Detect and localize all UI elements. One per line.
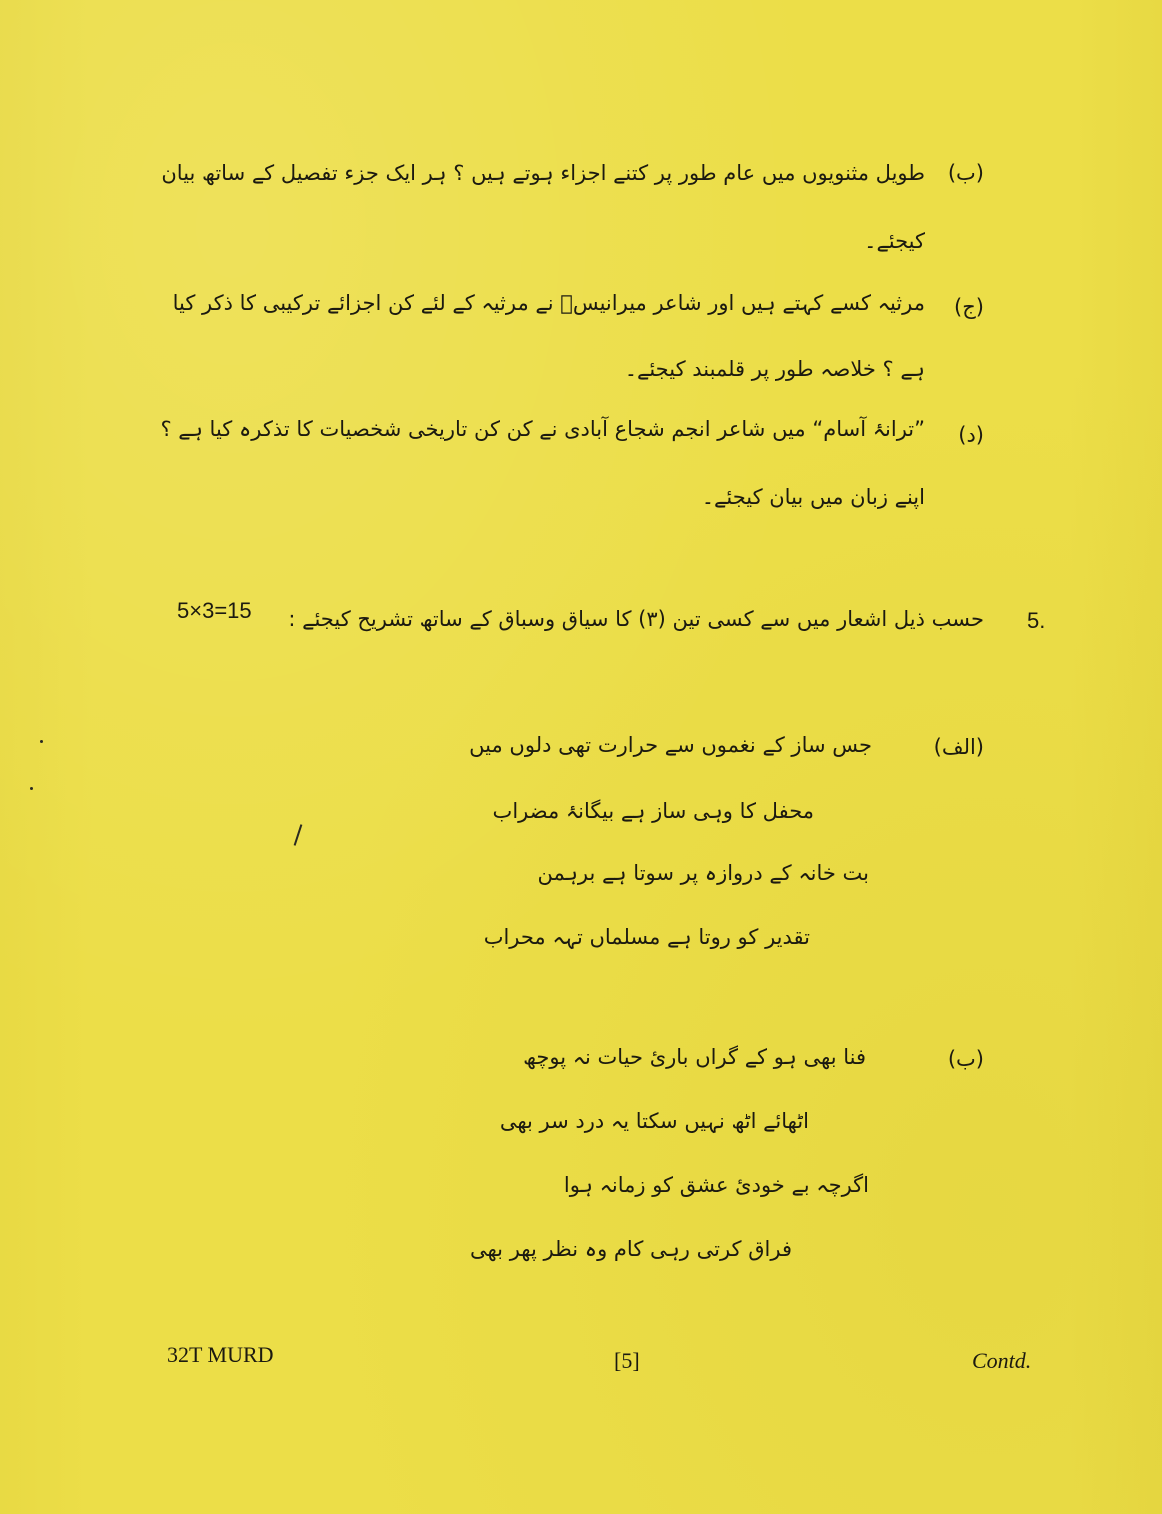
verse-alif-line-2: محفل کا وہی ساز ہے بیگانۂ مضراب <box>492 799 814 823</box>
verse-alif-line-4: تقدیر کو روتا ہے مسلماں تہہ محراب <box>483 925 810 949</box>
item-label-d: (د) <box>958 423 984 447</box>
pen-mark <box>294 824 303 846</box>
question-number: 5. <box>1027 608 1046 633</box>
item-label-j: (ج) <box>954 295 984 319</box>
page-number: [5] <box>614 1348 640 1373</box>
item-d-line-2: اپنے زبان میں بیان کیجئے۔ <box>701 485 925 509</box>
verse-b-line-2: اٹھائے اٹھ نہیں سکتا یہ درد سر بھی <box>499 1109 809 1133</box>
question-5-text: حسب ذیل اشعار میں سے کسی تین (۳) کا سیاق وسباق کے ساتھ تشریح کیجئے : <box>288 607 984 631</box>
verse-label-b: (ب) <box>947 1047 984 1071</box>
item-d-line-1: ”ترانۂ آسام“ میں شاعر انجم شجاع آبادی نے کن کن تاریخی شخصیات کا تذکرہ کیا ہے ؟ <box>160 417 925 441</box>
item-b-line-2: کیجئے۔ <box>864 229 925 253</box>
verse-alif-line-3: بت خانہ کے دروازہ پر سوتا ہے برہمن <box>537 861 869 885</box>
item-b-line-1: طویل مثنویوں میں عام طور پر کتنے اجزاء ہوتے ہیں ؟ ہر ایک جزء تفصیل کے ساتھ بیان <box>161 161 925 185</box>
dot-mark <box>40 740 43 743</box>
question-marks: 5×3=15 <box>177 598 252 623</box>
item-label-b: (ب) <box>947 161 984 185</box>
item-j-line-2: ہے ؟ خلاصہ طور پر قلمبند کیجئے۔ <box>624 357 925 381</box>
dot-mark <box>30 787 33 790</box>
verse-label-alif: (الف) <box>933 735 984 759</box>
continued-label: Contd. <box>972 1348 1032 1373</box>
verse-b-line-1: فنا بھی ہو کے گراں باریٔ حیات نہ پوچھ <box>523 1045 866 1069</box>
verse-alif-line-1: جس ساز کے نغموں سے حرارت تھی دلوں میں <box>469 733 872 757</box>
paper-code: 32T MURD <box>167 1342 274 1367</box>
verse-b-line-3: اگرچہ بے خودیٔ عشق کو زمانہ ہوا <box>563 1173 869 1197</box>
verse-b-line-4: فراق کرتی رہی کام وہ نظر پھر بھی <box>469 1237 792 1261</box>
item-j-line-1: مرثیہ کسے کہتے ہیں اور شاعر میرانیسؔ نے مرثیہ کے لئے کن اجزائے ترکیبی کا ذکر کیا <box>172 291 925 315</box>
